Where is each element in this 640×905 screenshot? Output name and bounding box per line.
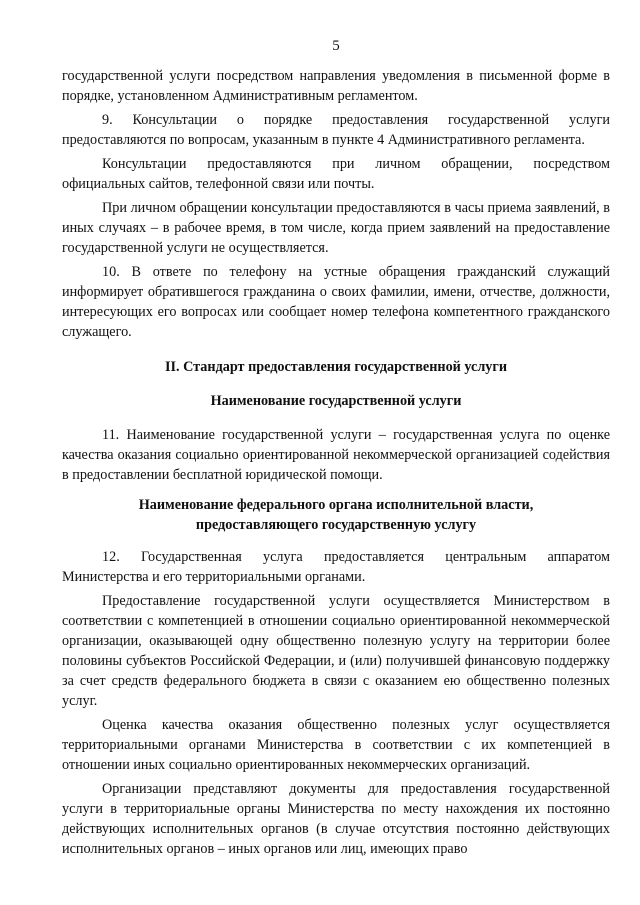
paragraph-10: 10. В ответе по телефону на устные обращения гражданский служащий информирует обратившегося гражданина о своих фамилии, имени, отчестве, должности, интересующих его вопросах или сообщает номер телефона компетентного гражданского служащего. — [62, 264, 610, 340]
paragraph-12: 12. Государственная услуга предоставляется центральным аппаратом Министерства и его территориальными органами. — [62, 549, 610, 585]
paragraph-continuation: государственной услуги посредством направления уведомления в письменной форме в порядке, установленном Административным регламентом. — [62, 68, 610, 104]
document-page — [62, 36, 610, 863]
paragraph-11: 11. Наименование государственной услуги – государственная услуга по оценке качества оказания социально ориентированной некоммерческой организацией содействия в предоставлении бесплатной юридической помощи. — [62, 427, 610, 483]
paragraph-12-documents: Организации представляют документы для предоставления государственной услуги в территориальные органы Министерства по месту нахождения их постоянно действующих исполнительных органов (в случае отсутствия постоянно действующих исполнительных органов – иных органов или лиц, имеющих право — [62, 781, 610, 857]
paragraph-9: 9. Консультации о порядке предоставления государственной услуги предоставляются по вопросам, указанным в пункте 4 Административного регламента. — [62, 112, 610, 148]
service-name-heading: Наименование государственной услуги — [210, 393, 462, 409]
federal-body-heading-line2: предоставляющего государственную услугу — [195, 517, 477, 533]
paragraph-9-consultations: Консультации предоставляются при личном обращении, посредством официальных сайтов, телефонной связи или почты. — [62, 156, 610, 192]
federal-body-heading — [62, 495, 610, 535]
section-heading: II. Стандарт предоставления государственной услуги — [164, 359, 508, 375]
page-number: 5 — [332, 38, 340, 54]
federal-body-heading-line1: Наименование федерального органа исполнительной власти, — [138, 497, 534, 513]
paragraph-12-ministry: Предоставление государственной услуги осуществляется Министерством в соответствии с компетенцией в отношении социально ориентированной некоммерческой организации, оказывающей одну общественно полезную услугу на территории более половины субъектов Российской Федерации, и (или) получившей финансовую поддержку за счет средств федерального бюджета в связи с оказанием ею общественно полезных услуг. — [62, 593, 610, 709]
paragraph-9-personal-visit: При личном обращении консультации предоставляются в часы приема заявлений, в иных случаях – в рабочее время, в том числе, когда прием заявлений на предоставление государственной услуги не осуществляется. — [62, 200, 610, 256]
paragraph-12-assessment: Оценка качества оказания общественно полезных услуг осуществляется территориальными органами Министерства в соответствии с их компетенцией в отношении иных социально ориентированных некоммерческих организаций. — [62, 717, 610, 773]
